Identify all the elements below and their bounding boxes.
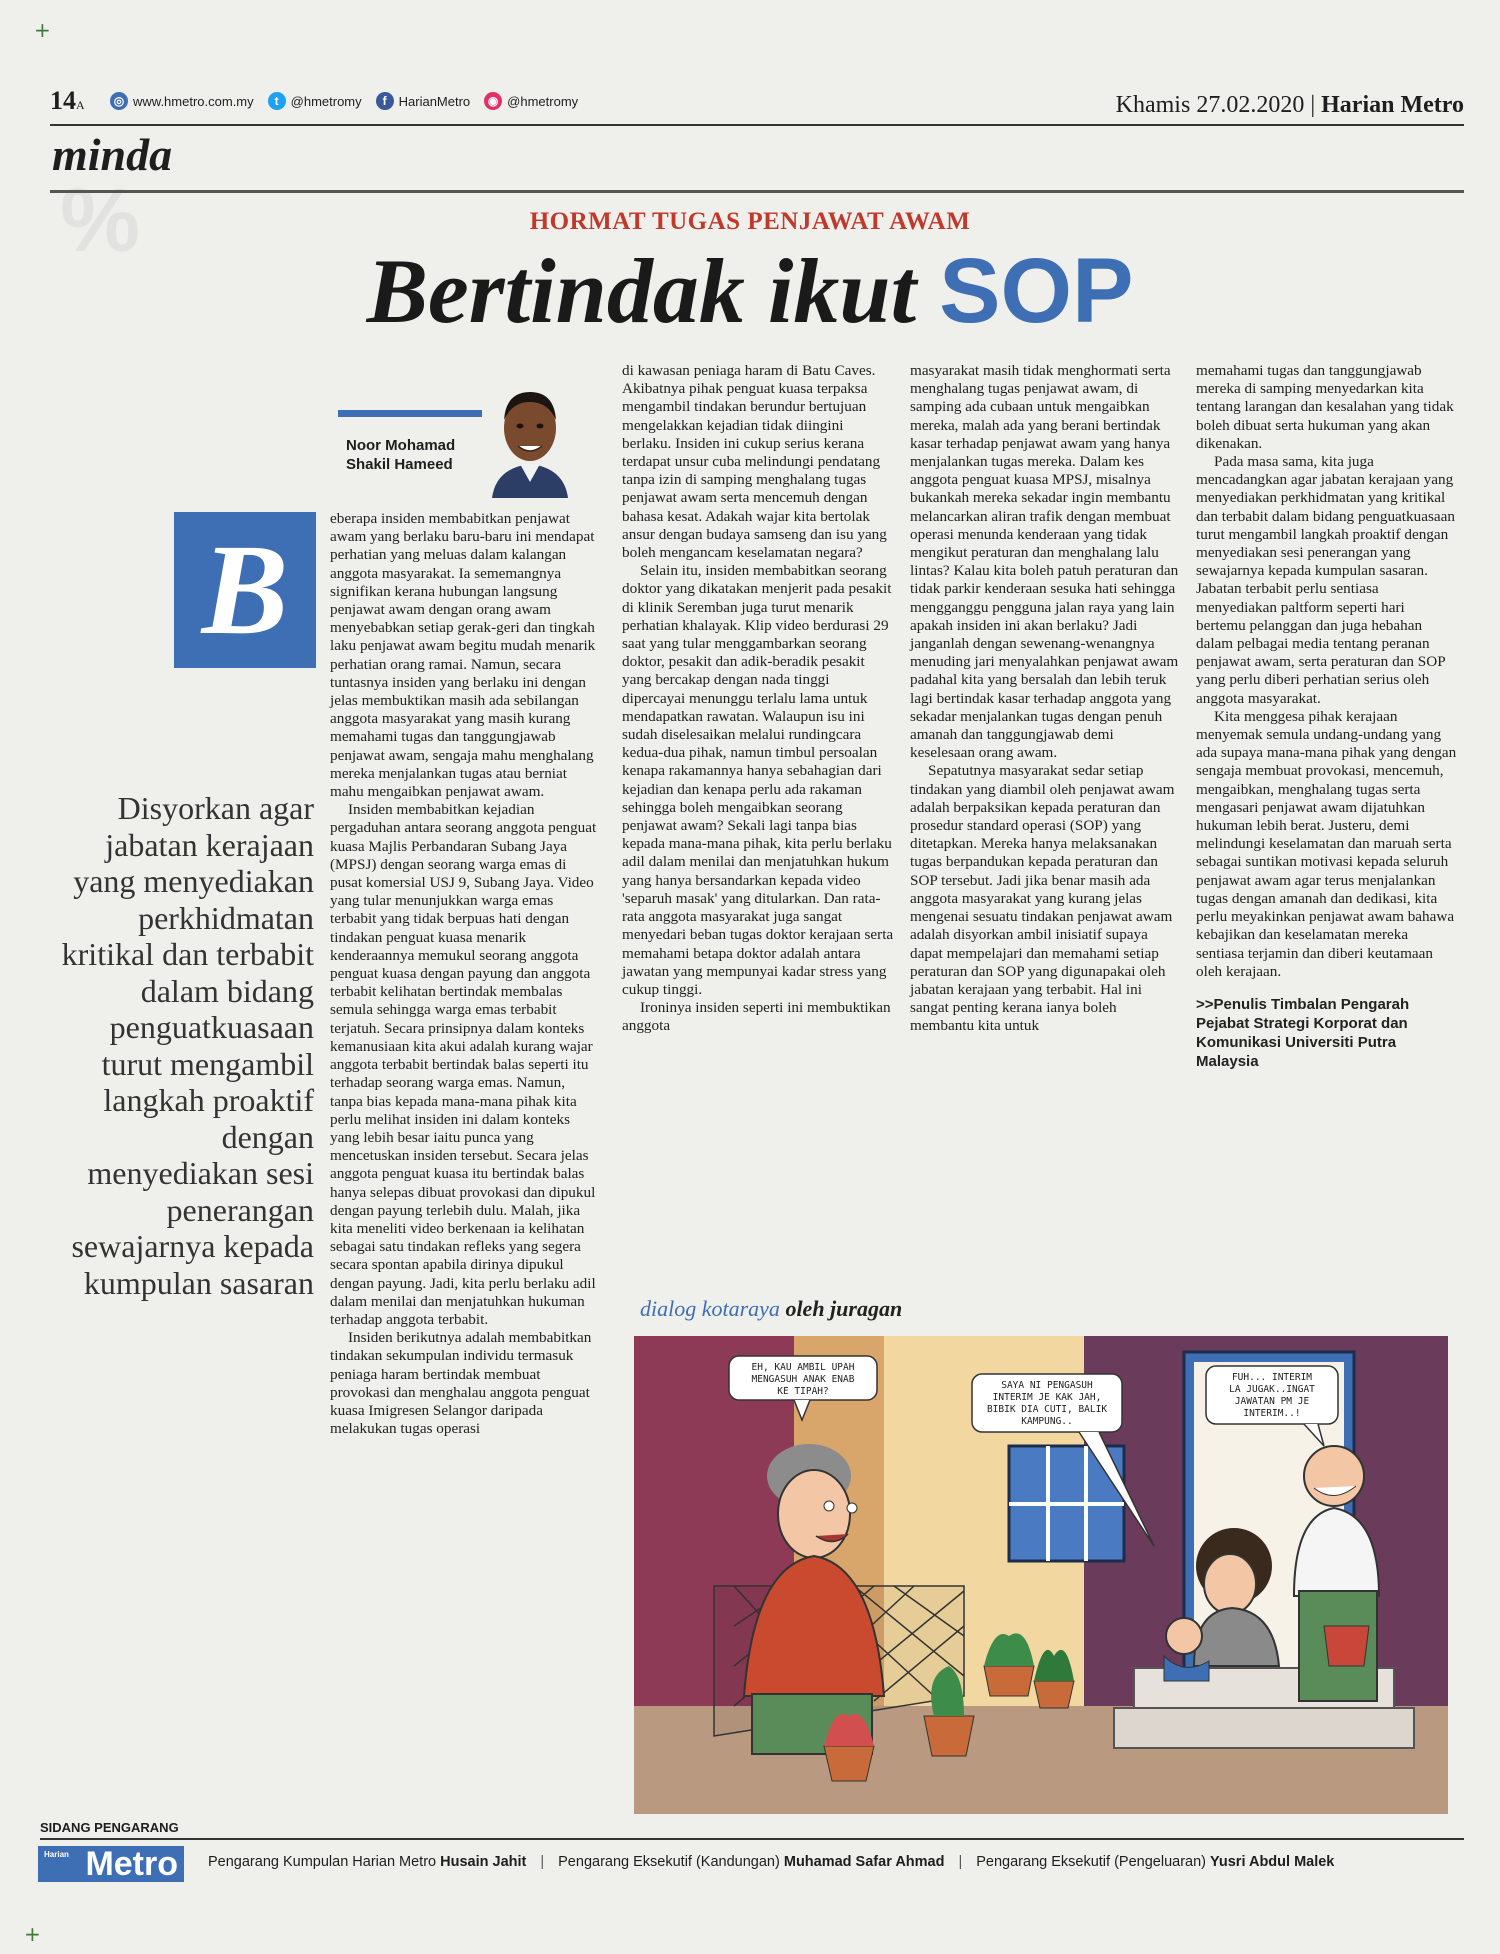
speech-bubble-text: INTERIM..! — [1243, 1408, 1301, 1419]
issue-date: Khamis 27.02.2020 | Harian Metro — [1115, 92, 1464, 118]
paragraph: masyarakat masih tidak menghormati serta menghalang tugas penjawat awam, di samping ada cubaan untuk mengaibkan mereka, malah ada yang berani bertindak kasar terhadap penjawat awam yang hanya menjalankan tugas mereka. Dalam kes anggota penguat kuasa MPSJ, misalnya bukankah mereka sekadar ingin membantu melancarkan aliran trafik dengan membuat operasi menunda kenderaan yang tidak mengikut peraturan dan menghalang lalu lintas? Kalau kita boleh patuh peraturan dan tidak parkir kenderaan sesuka hati sehingga mengganggu pengguna jalan raya yang lain apakah insiden ini akan berlaku? Jadi janganlah dengan sewenang-wenangnya menuding jari menyalahkan penjawat awam padahal kita yang bersalah dan lebih teruk lagi bertindak kasar terhadap anggota yang sekadar menjalankan tugas dengan penuh amanah dan tanggungjawab demi keselesaan orang awam. — [910, 362, 1179, 762]
paragraph: memahami tugas dan tanggungjawab mereka di samping menyedarkan kita tentang larangan dan kesalahan yang tidak boleh dibuat serta hukuman yang akan dikenakan. — [1196, 362, 1454, 452]
twitter-link[interactable]: t @hmetromy — [268, 92, 362, 110]
section-title: minda — [52, 129, 173, 180]
header-rule — [50, 124, 1464, 126]
speech-bubble-text: MENGASUH ANAK ENAB — [751, 1374, 855, 1385]
speech-bubble-text: JAWATAN PM JE — [1234, 1396, 1310, 1407]
facebook-icon: f — [376, 92, 394, 110]
footer-rule — [40, 1838, 1464, 1840]
speech-bubble-text: LA JUGAK..INGAT — [1229, 1384, 1315, 1395]
paragraph: eberapa insiden membabitkan penjawat awam yang berlaku baru-baru ini mendapat perhatian yang meluas dalam kalangan anggota masyarakat. Ia sememangnya signifikan kerana hubungan langsung penjawat awam dengan orang awam menyebabkan setiap gerak-geri dan tingkah laku penjawat awam begitu mudah menarik perhatian orang ramai. Namun, secara tuntasnya insiden yang berlaku ini dengan jelas membuktikan masih ada sebilangan anggota masyarakat yang masih kurang memahami tugas dan tanggungjawab penjawat awam, sengaja mahu menghalang mereka menjalankan tugas atau berniat mahu mengaibkan penjawat awam. — [330, 510, 596, 801]
paragraph: Insiden membabitkan kejadian pergaduhan antara seorang anggota penguat kuasa Majlis Perbandaran Subang Jaya (MPSJ) dengan seorang warga emas di pusat komersial USJ 9, Subang Jaya. Video yang tular menunjukkan warga emas terbabit yang tidak berpuas hati dengan tindakan penguat kuasa menarik kenderaannya memukul seorang anggota penguat kuasa dengan payung dan anggota terbabit kelihatan bertindak membalas semula sehingga warga emas terbabit terjatuh. Secara prinsipnya dalam konteks kemanusiaan kita akui adalah kurang wajar anggota terbabit bertindak balas seperti itu terhadap seorang warga emas. Namun, tanpa bias kepada mana-mana pihak kita perlu melihat insiden ini dalam konteks yang lebih besar iaitu punca yang mencetuskan insiden tersebut. Secara jelas anggota penguat kuasa itu bertindak balas hanya selepas dibuat provokasi dan dipukul dengan payung terlebih dulu. Malah, jika kita meneliti video berkenaan ia kelihatan sebagai satu tindakan refleks yang segera secara spontan apabila dirinya dipukul dengan payung. Jadi, kita perlu berlaku adil dalam menilai dan menjatuhkan hukuman terhadap anggota terbabit. — [330, 801, 597, 1328]
paragraph: Selain itu, insiden membabitkan seorang doktor yang dikatakan menjerit pada pesakit di klinik Seremban juga turut menarik perhatian khalayak. Klip video berdurasi 29 saat yang tular menggambarkan seorang doktor, pesakit dan adik-beradik pesakit yang bercakap dengan nada tinggi dipercayai menunggu terlalu lama untuk mendapatkan rawatan. Walaupun isu ini sudah diselesaikan melalui rundingcara kedua-dua pihak, namun timbul persoalan kenapa rakamannya hanya sebahagian dari kejadian dan kenapa perlu ada rakaman sehingga boleh mengaibkan seorang penjawat awam? Sekali lagi tanpa bias kepada mana-mana pihak, kita perlu berlaku adil dalam menilai dan menjatuhkan hukum yang hanya bersandarkan kepada video 'separuh masak' yang ditularkan. Dan rata-rata anggota masyarakat juga sangat menyedari beban tugas doktor kerajaan serta memahami betapa doktor adalah antara jawatan yang mempunyai kadar stress yang cukup tinggi. — [622, 562, 894, 998]
metro-logo: Harian Metro — [38, 1846, 184, 1882]
paragraph: Ironinya insiden seperti ini membuktikan anggota — [622, 999, 891, 1035]
speech-bubble-text: FUH... INTERIM — [1231, 1372, 1313, 1383]
kicker: HORMAT TUGAS PENJAWAT AWAM — [529, 208, 971, 235]
globe-icon: ◎ — [110, 92, 128, 110]
author-photo — [482, 372, 578, 498]
speech-bubble-text: EH, KAU AMBIL UPAH — [751, 1362, 855, 1373]
speech-bubble-text: INTERIM JE KAK JAH, — [992, 1392, 1102, 1403]
article-column-4 — [1196, 362, 1458, 1071]
cartoon-caption: dialog kotaraya oleh juragan — [640, 1296, 903, 1321]
paragraph: Sepatutnya masyarakat sedar setiap tindakan yang diambil oleh penjawat awam adalah berpaksikan kepada peraturan dan prosedur standard operasi (SOP) yang ditetapkan. Mereka hanya melaksanakan tugas berpandukan kepada peraturan dan SOP tersebut. Jadi jika benar masih ada anggota masyarakat yang kurang jelas mengenai sesuatu tindakan penjawat awam adalah disyorkan ambil inisiatif supaya dapat mempelajari dan memahami setiap peraturan dan SOP yang digunapakai oleh jabatan kerajaan yang terbabit. Hal ini sangat penting kerana ianya boleh membantu kita untuk — [910, 762, 1175, 1035]
instagram-icon: ◉ — [484, 92, 502, 110]
social-links — [110, 92, 578, 110]
credit-separator: | — [540, 1854, 545, 1870]
speech-bubble-text: KAMPUNG.. — [1021, 1416, 1073, 1427]
article-column-3 — [910, 362, 1182, 1036]
paragraph: Kita menggesa pihak kerajaan menyemak semula undang-undang yang ada supaya mana-mana pihak yang dengan sengaja membuat provokasi, mencemuh, mengaibkan, menghalang tugas serta mengasari penjawat awam dijatuhkan hukuman lebih berat. Justeru, demi melindungi keselamatan dan maruah serta sebagai suntikan motivasi kepada seluruh penjawat awam agar terus menjalankan tugas dengan amanah dan dedikasi, kita perlu meyakinkan penjawat awam bahawa kebajikan dan keselamatan mereka sentiasa terjamin dan diberi keutamaan oleh kerajaan. — [1196, 707, 1457, 980]
author-name: Noor Mohamad Shakil Hameed — [346, 437, 456, 473]
article-column-1 — [330, 510, 600, 1438]
credit-separator: | — [958, 1854, 963, 1870]
editorial-cartoon — [634, 1336, 1448, 1814]
editor-credits — [208, 1854, 1334, 1870]
page-number: 14A — [50, 86, 85, 115]
twitter-icon: t — [268, 92, 286, 110]
showthrough-text: % — [60, 171, 141, 271]
headline: Bertindak ikut SOP — [366, 240, 1134, 342]
website-link[interactable]: ◎ www.hmetro.com.my — [110, 92, 254, 110]
paragraph: Pada masa sama, kita juga mencadangkan agar jabatan kerajaan yang menyediakan perkhidmatan yang kritikal dan terbabit dalam bidang penguatkuasaan turut mengambil langkah proaktif dengan menyediakan sesi penerangan yang sewajarnya kepada kumpulan sasaran. Jabatan terbabit perlu sentiasa menyediakan paltform seperti hari bertemu pelanggan dan juga hebahan dalam pelbagai media tentang peranan penjawat awam, serta peraturan dan SOP yang perlu diberi perhatian serius oleh anggota masyarakat. — [1196, 453, 1455, 707]
speech-bubble-text: BIBIK DIA CUTI, BALIK — [986, 1404, 1108, 1415]
registration-mark-icon: + — [24, 1922, 41, 1946]
paragraph: di kawasan peniaga haram di Batu Caves. Akibatnya pihak penguat kuasa terpaksa mengambil tindakan berundur bertujuan mengelakkan kejadian tidak diingini berlaku. Insiden ini cukup serius kerana terdapat unsur cuba melindungi pendatang tanpa izin di samping menghalang tugas penjawat awam serta mencemuh dengan bahasa kesat. Adakah wajar kita bertolak ansur dengan budaya samseng dan isu yang boleh mengancam keselamatan negara? — [622, 362, 887, 562]
facebook-link[interactable]: f HarianMetro — [376, 92, 471, 110]
section-rule — [50, 190, 1464, 193]
paragraph: Insiden berikutnya adalah membabitkan tindakan sekumpulan individu termasuk peniaga haram bertindak membuat provokasi dan menghalau anggota penguat kuasa Imigresen Selangor daripada melakukan tugas operasi — [330, 1329, 592, 1438]
article-column-2 — [622, 362, 894, 1036]
pull-quote: Disyorkan agar jabatan kerajaan yang menyediakan perkhidmatan kritikal dan terbabit dalam bidang penguatkuasaan turut mengambil langkah proaktif dengan menyediakan sesi penerangan sewajarnya kepada kumpulan sasaran — [61, 790, 314, 1301]
editorial-board-label: SIDANG PENGARANG — [40, 1820, 179, 1835]
author-note: >>Penulis Timbalan Pengarah Pejabat Strategi Korporat dan Komunikasi Universiti Putra Malaysia — [1196, 995, 1410, 1070]
credit-item: Pengarang Kumpulan Harian Metro Husain Jahit — [208, 1854, 527, 1870]
credit-item: Pengarang Eksekutif (Kandungan) Muhamad Safar Ahmad — [558, 1854, 945, 1870]
registration-mark-icon: + — [34, 18, 51, 42]
instagram-link[interactable]: ◉ @hmetromy — [484, 92, 578, 110]
drop-cap: B — [174, 512, 316, 668]
speech-bubble-text: KE TIPAH? — [777, 1386, 829, 1397]
credit-item: Pengarang Eksekutif (Pengeluaran) Yusri Abdul Malek — [976, 1854, 1335, 1870]
speech-bubble-text: SAYA NI PENGASUH — [1001, 1380, 1093, 1391]
